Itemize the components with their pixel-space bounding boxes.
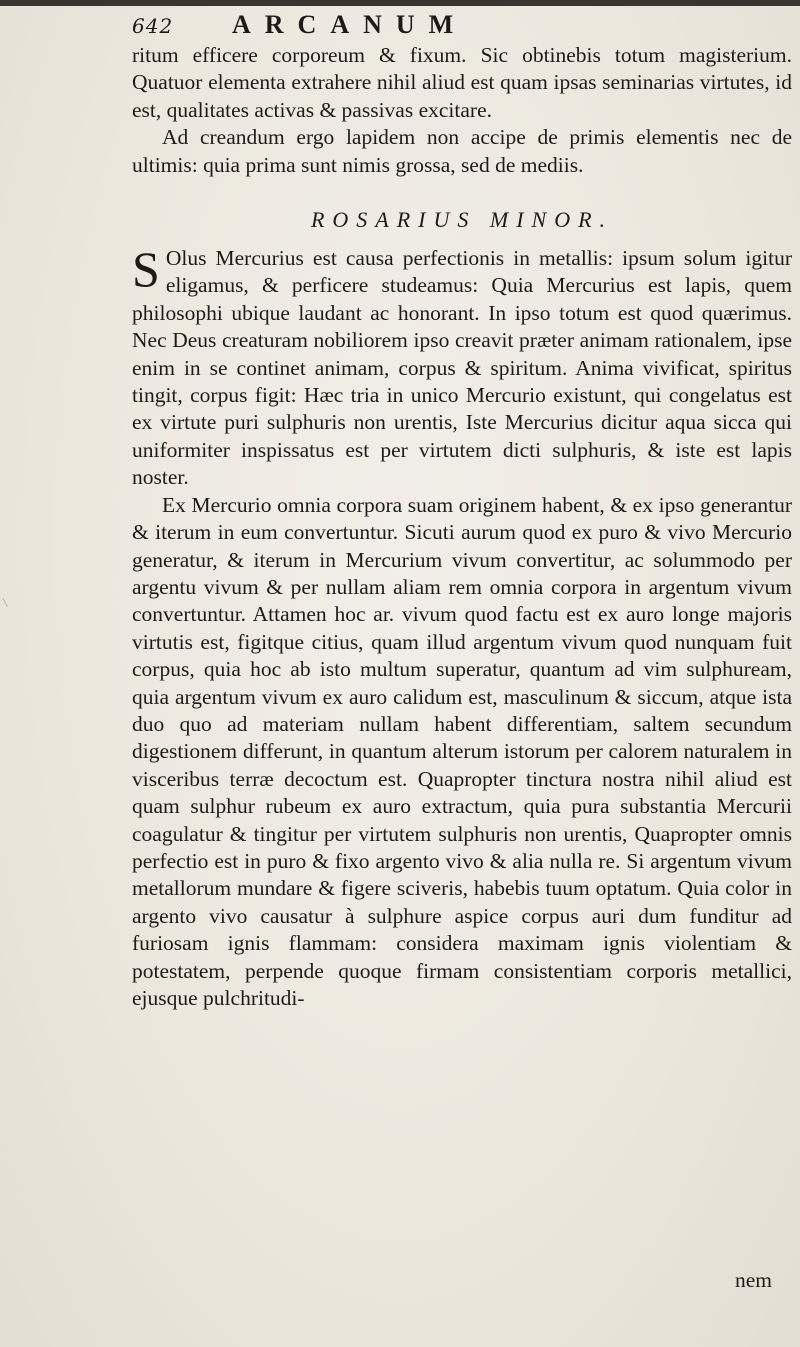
page-number: 642 bbox=[132, 14, 174, 38]
running-head bbox=[132, 10, 772, 40]
paragraph: ritum efficere corporeum & fixum. Sic obtinebis totum magisterium. Quatuor elementa extrahere nihil aliud est quam ipsas seminarias virtutes, id est, qualitates activas & passivas excitare. bbox=[132, 43, 792, 122]
catchword: nem bbox=[734, 1268, 772, 1292]
main-text bbox=[132, 42, 792, 1012]
paragraph: Ex Mercurio omnia corpora suam originem habent, & ex ipso generantur & iterum in eum convertuntur. Sicuti aurum quod ex puro & vivo Mercurio generatur, & iterum in Mercurium vivum convertitur, ac solummodo per argentu vivum & per nullam aliam rem omnia corpora in argentum vivum convertuntur. Attamen hoc ar. vivum quod factu est ex auro longe majoris virtutis est, figitque citius, quam illud argentum vivum quod nunquam fuit corpus, quia hoc ab isto multum superatur, quantum ad vim sulphuream, quia argentum vivum ex auro calidum est, masculinum & siccum, atque ista duo quo ad materiam nullam habent differentiam, saltem secundum digestionem differunt, in quantum alterum istorum per calorem naturalem in visceribus terræ decoctum est. Quapropter tinctura nostra nihil aliud est quam sulphur rubeum ex auro extractum, quia pura substantia Mercurii coagulatur & tingitur per virtutem sulphuris non urentis, Quapropter omnis perfectio est in puro & fixo argento vivo & alia nulla re. Si argentum vivum metallorum mundare & figere sciveris, habebis tuum optatum. Quia color in argento vivo causatur à sulphure aspice corpus auri dum funditur ad furiosam ignis flammam: considera maximam ignis violentiam & potestatem, perpende quoque firmam consistentiam corporis metallici, ejusque pulchritudi- bbox=[132, 492, 792, 1010]
section-heading: ROSARIUS MINOR. bbox=[310, 207, 614, 233]
paragraph bbox=[132, 241, 792, 492]
paragraph: Ad creandum ergo lapidem non accipe de primis elementis nec de ultimis: quia prima sunt nimis grossa, sed de mediis. bbox=[132, 125, 792, 177]
drop-cap: S bbox=[132, 241, 160, 298]
top-border-rule bbox=[0, 0, 800, 6]
margin-mark bbox=[2, 593, 17, 607]
running-title: ARCANUM bbox=[232, 10, 468, 39]
paragraph-text: Olus Mercurius est causa perfectionis in metallis: ipsum solum igitur eligamus, & perficere studeamus: Quia Mercurius est lapis, quem philosophi ubique laudant ac honorant. In ipso totum est quod quærimus. Nec Deus creaturam nobiliorem ipso creavit præter animam rationalem, ipse enim in se continet animam, corpus & spiritum. Anima vivificat, spiritus tingit, corpus figit: Hæc tria in unico Mercurio existunt, qui congelatus est ex virtute puri sulphuris non urentis, Iste Mercurius dicitur aqua sicca qui uniformiter inspissatus est per virtutem dicti sulphuris, & iste est lapis noster. bbox=[132, 246, 792, 490]
